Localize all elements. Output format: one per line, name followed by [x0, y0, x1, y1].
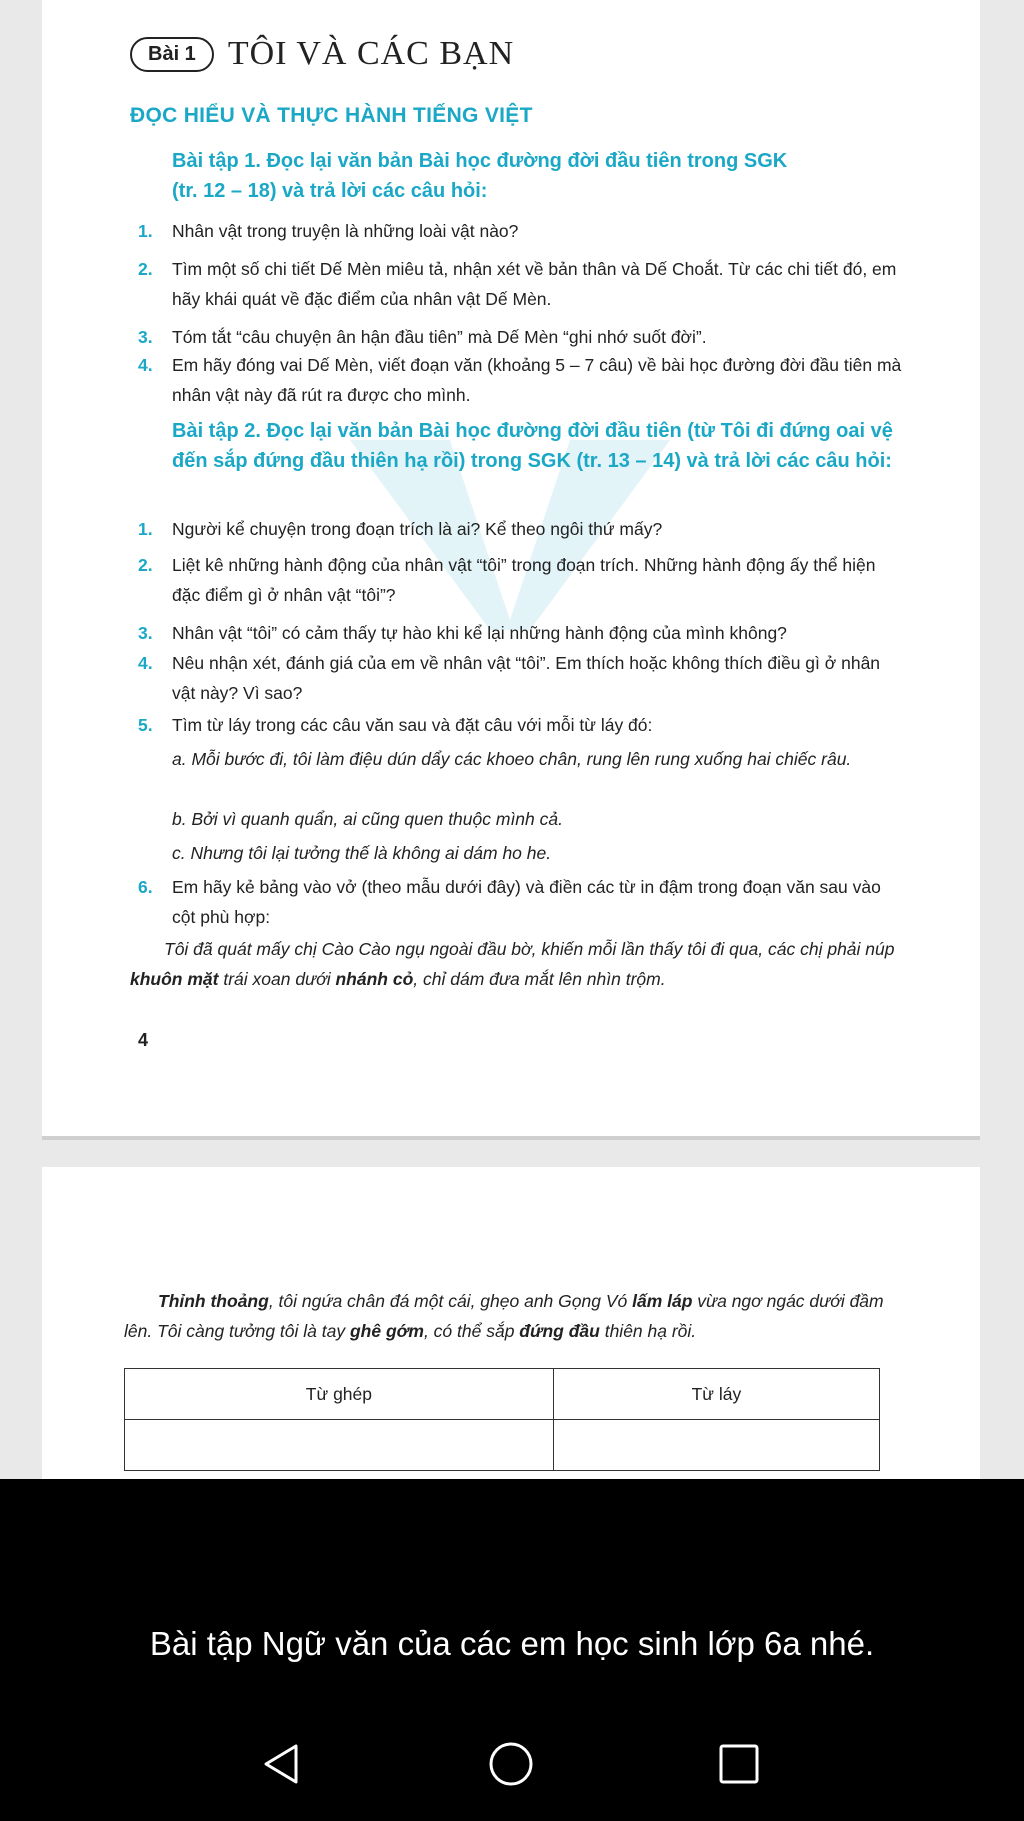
- passage-excerpt: [130, 934, 904, 994]
- passage-bold-word: lấm láp: [632, 1291, 693, 1311]
- passage-text: , tôi ngứa chân đá một cái, ghẹo anh Gọng Vó: [268, 1291, 633, 1311]
- lesson-header: [130, 32, 514, 76]
- ex1-question-4: [138, 350, 904, 410]
- section-title: ĐỌC HIỂU VÀ THỰC HÀNH TIẾNG VIỆT: [130, 104, 533, 127]
- lesson-badge: Bài 1: [130, 37, 214, 72]
- ex2-question-4: [138, 648, 904, 708]
- page-divider: [42, 1136, 980, 1140]
- passage-bold-word: ghê gớm: [349, 1321, 424, 1341]
- exercise-2-title: Bài tập 2. Đọc lại văn bản Bài học đường đời đầu tiên (từ Tôi đi đứng oai vệ đến sắp đứng đầu thiên hạ rồi) trong SGK (tr. 13 – 14) và trả lời các câu hỏi:: [172, 420, 893, 472]
- ex1-question-3: [138, 322, 904, 352]
- exercise-1-title: [172, 146, 787, 206]
- ex2-question-1: [138, 514, 904, 544]
- ex1-question-1: [138, 216, 904, 246]
- table-header-compound: Từ ghép: [125, 1369, 554, 1420]
- sub-question-b: b. Bởi vì quanh quẩn, ai cũng quen thuộc mình cả.: [172, 809, 563, 829]
- passage-text: thiên hạ rồi.: [599, 1321, 697, 1341]
- passage-text: vừa ngơ ngác dưới đầm lên. Tôi càng tưởng tôi là tay: [124, 1291, 884, 1341]
- passage-bold-word: khuôn mặt: [130, 969, 219, 989]
- exercise-1-title-line2: (tr. 12 – 18) và trả lời các câu hỏi:: [172, 180, 488, 202]
- lesson-title: TÔI VÀ CÁC BẠN: [227, 35, 515, 72]
- post-caption: Bài tập Ngữ văn của các em học sinh lớp 6a nhé.: [149, 1625, 875, 1662]
- question-text: Em hãy đóng vai Dế Mèn, viết đoạn văn (khoảng 5 – 7 câu) về bài học đường đời đầu tiên mà nhân vật này đã rút ra được cho mình.: [172, 355, 902, 405]
- table-cell-empty: [125, 1420, 554, 1471]
- ex2-question-3: [138, 618, 904, 648]
- ex2-question-6: [138, 872, 904, 932]
- question-number: 4.: [138, 653, 153, 673]
- home-circle-icon[interactable]: [487, 1740, 535, 1788]
- ex1-question-2: [138, 254, 904, 314]
- recents-square-icon[interactable]: [715, 1740, 763, 1788]
- table-header-reduplicative: Từ láy: [553, 1369, 879, 1420]
- ex2-question-2: [138, 550, 904, 610]
- question-number: 1.: [138, 519, 153, 539]
- passage-continuation: [124, 1286, 904, 1346]
- question-number: 1.: [138, 221, 153, 241]
- question-text: Tìm một số chi tiết Dế Mèn miêu tả, nhận xét về bản thân và Dế Choắt. Từ các chi tiết đó, em hãy khái quát về đặc điểm của nhân vật Dế Mèn.: [172, 259, 897, 309]
- table-cell-empty: [553, 1420, 879, 1471]
- question-number: 2.: [138, 555, 153, 575]
- question-text: Liệt kê những hành động của nhân vật “tôi” trong đoạn trích. Những hành động ấy thể hiện đặc điểm gì ở nhân vật “tôi”?: [172, 555, 876, 605]
- exercise-1-title-line1: Bài tập 1. Đọc lại văn bản Bài học đường đời đầu tiên trong SGK: [172, 150, 788, 172]
- page-number: 4: [138, 1030, 149, 1050]
- question-number: 3.: [138, 327, 153, 347]
- passage-bold-word: nhánh cỏ: [335, 969, 414, 989]
- passage-text: , chỉ dám đưa mắt lên nhìn trộm.: [413, 969, 666, 989]
- question-number: 4.: [138, 355, 153, 375]
- passage-bold-word: đứng đầu: [519, 1321, 600, 1341]
- passage-text: trái xoan dưới: [218, 969, 336, 989]
- question-number: 5.: [138, 715, 153, 735]
- question-number: 2.: [138, 259, 153, 279]
- question-text: Người kể chuyện trong đoạn trích là ai? Kể theo ngôi thứ mấy?: [172, 519, 663, 539]
- ex2-question-5: [138, 710, 904, 740]
- passage-text: , có thể sắp: [423, 1321, 520, 1341]
- back-triangle-icon[interactable]: [258, 1740, 306, 1788]
- question-number: 6.: [138, 877, 153, 897]
- question-text: Nêu nhận xét, đánh giá của em về nhân vật “tôi”. Em thích hoặc không thích điều gì ở nhân vật này? Vì sao?: [172, 653, 881, 703]
- passage-text: Tôi đã quát mấy chị Cào Cào ngụ ngoài đầu bờ, khiến mỗi lần thấy tôi đi qua, các chị phải núp: [164, 939, 895, 959]
- sub-question-a: a. Mỗi bước đi, tôi làm điệu dún dẩy các khoeo chân, rung lên rung xuống hai chiếc râu.: [172, 749, 852, 769]
- question-text: Nhân vật “tôi” có cảm thấy tự hào khi kể lại những hành động của mình không?: [172, 623, 787, 643]
- passage-bold-word: Thỉnh thoảng: [158, 1291, 269, 1311]
- question-text: Tóm tắt “câu chuyện ân hận đầu tiên” mà Dế Mèn “ghi nhớ suốt đời”.: [172, 327, 707, 347]
- question-text: Nhân vật trong truyện là những loài vật nào?: [172, 221, 519, 241]
- word-classification-table: [124, 1368, 880, 1471]
- question-number: 3.: [138, 623, 153, 643]
- question-text: Em hãy kẻ bảng vào vở (theo mẫu dưới đây) và điền các từ in đậm trong đoạn văn sau vào cột phù hợp:: [172, 877, 881, 927]
- question-text: Tìm từ láy trong các câu văn sau và đặt câu với mỗi từ láy đó:: [172, 715, 653, 735]
- sub-question-c: c. Nhưng tôi lại tưởng thế là không ai dám ho he.: [172, 843, 552, 863]
